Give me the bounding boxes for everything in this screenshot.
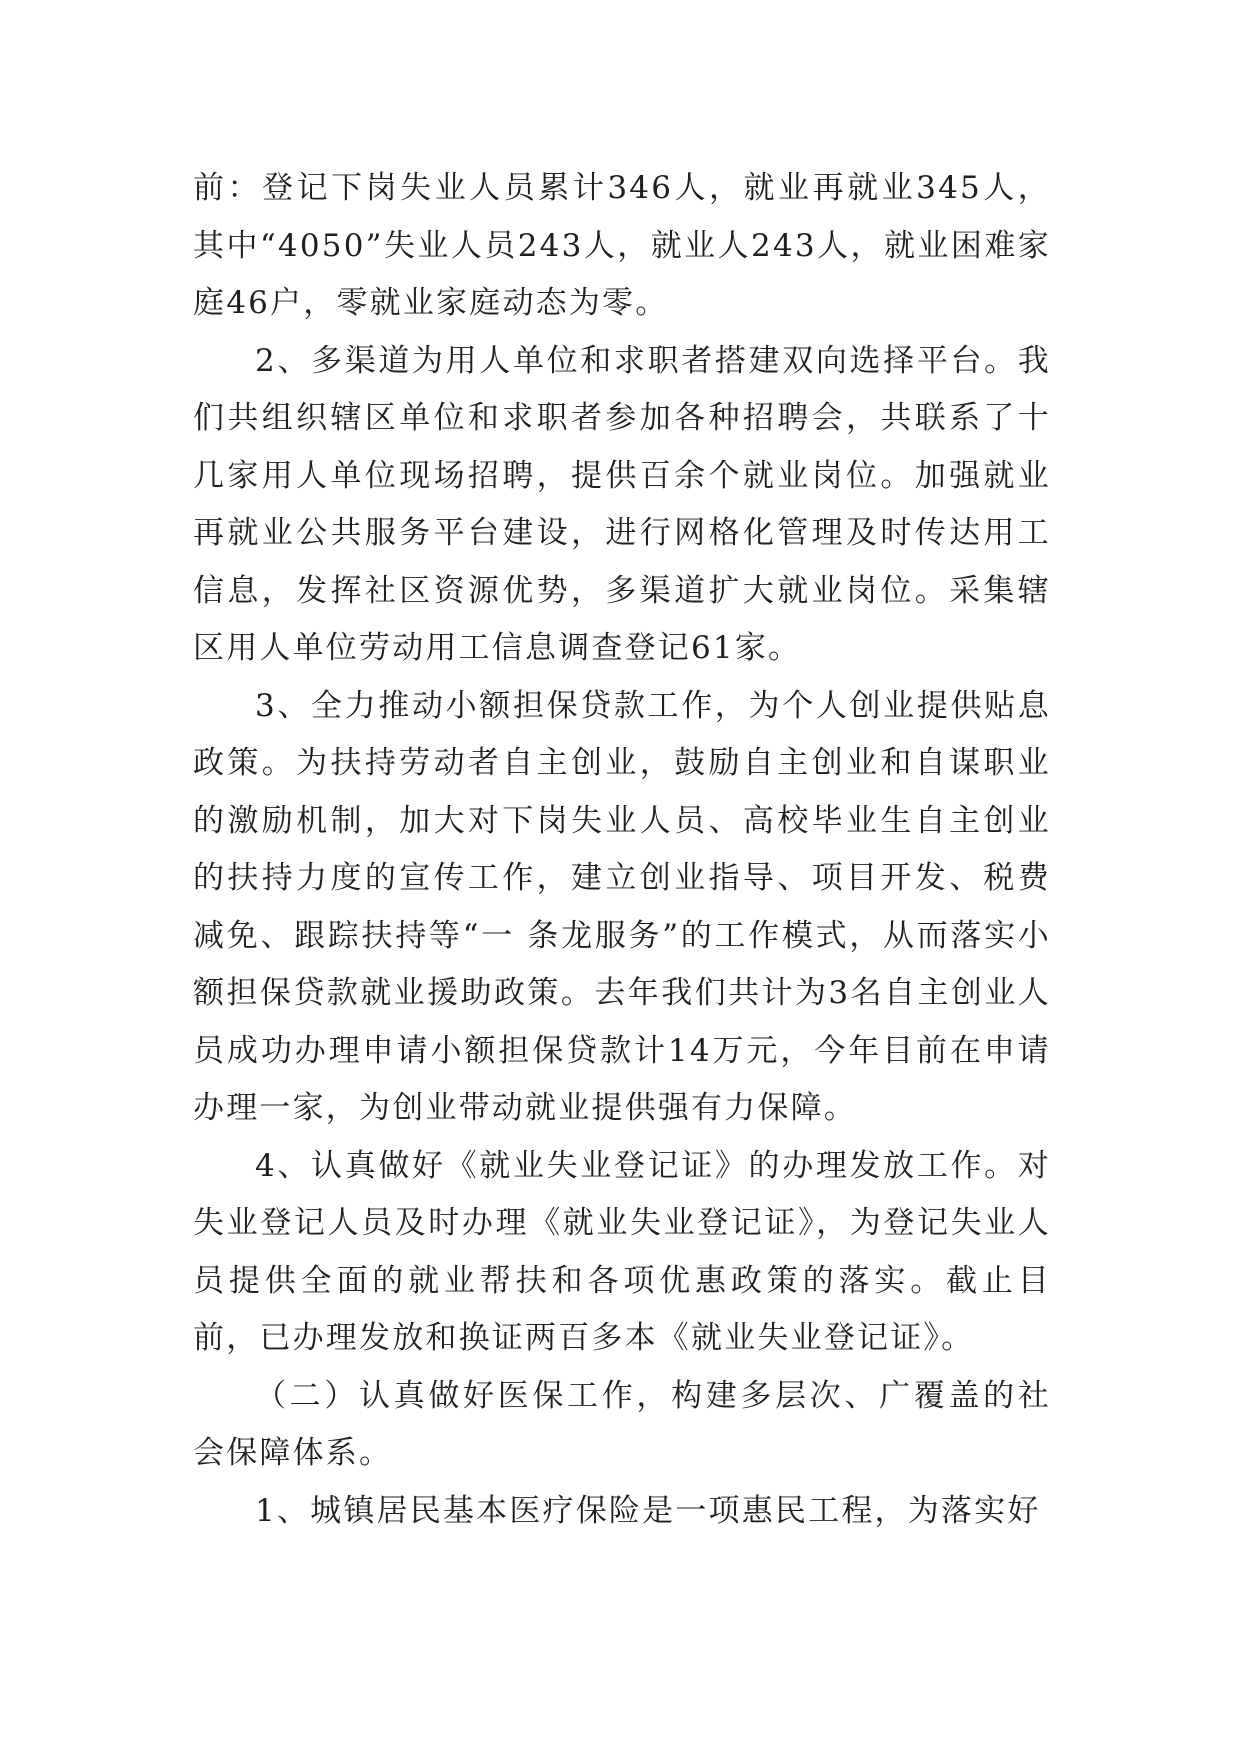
paragraph-recruitment-platform: 2、多渠道为用人单位和求职者搭建双向选择平台。我们共组织辖区单位和求职者参加各种招聘会，共联系了十几家用人单位现场招聘，提供百余个就业岗位。加强就业再就业公共服务平台建设，进行网格化管理及时传达用工信息，发挥社区资源优势，多渠道扩大就业岗位。采集辖区用人单位劳动用工信息调查登记61家。 [193, 342, 1051, 666]
paragraph-registration-certificate: 4、认真做好《就业失业登记证》的办理发放工作。对失业登记人员及时办理《就业失业登记证》，为登记失业人员提供全面的就业帮扶和各项优惠政策的落实。截止目前，已办理发放和换证两百多本《就业失业登记证》。 [193, 1147, 1051, 1356]
paragraph-resident-insurance: 1、城镇居民基本医疗保险是一项惠民工程，为落实好 [255, 1492, 1041, 1529]
paragraph-small-loans: 3、全力推动小额担保贷款工作，为个人创业提供贴息政策。为扶持劳动者自主创业，鼓励自主创业和自谋职业的激励机制，加大对下岗失业人员、高校毕业生自主创业的扶持力度的宣传工作，建立创业指导、项目开发、税费减免、跟踪扶持等“一 条龙服务”的工作模式，从而落实小额担保贷款就业援助政策。去年我们共计为3名自主创业人员成功办理申请小额担保贷款计14万元，今年目前在申请办理一家，为创业带动就业提供强有力保障。 [193, 687, 1051, 1126]
document-page [193, 160, 1051, 1540]
paragraph-employment-stats: 前：登记下岗失业人员累计346人，就业再就业345人，其中“4050”失业人员243人，就业人243人，就业困难家庭46户，零就业家庭动态为零。 [193, 170, 1051, 321]
section-heading-medical-insurance: （二）认真做好医保工作，构建多层次、广覆盖的社会保障体系。 [193, 1377, 1051, 1471]
